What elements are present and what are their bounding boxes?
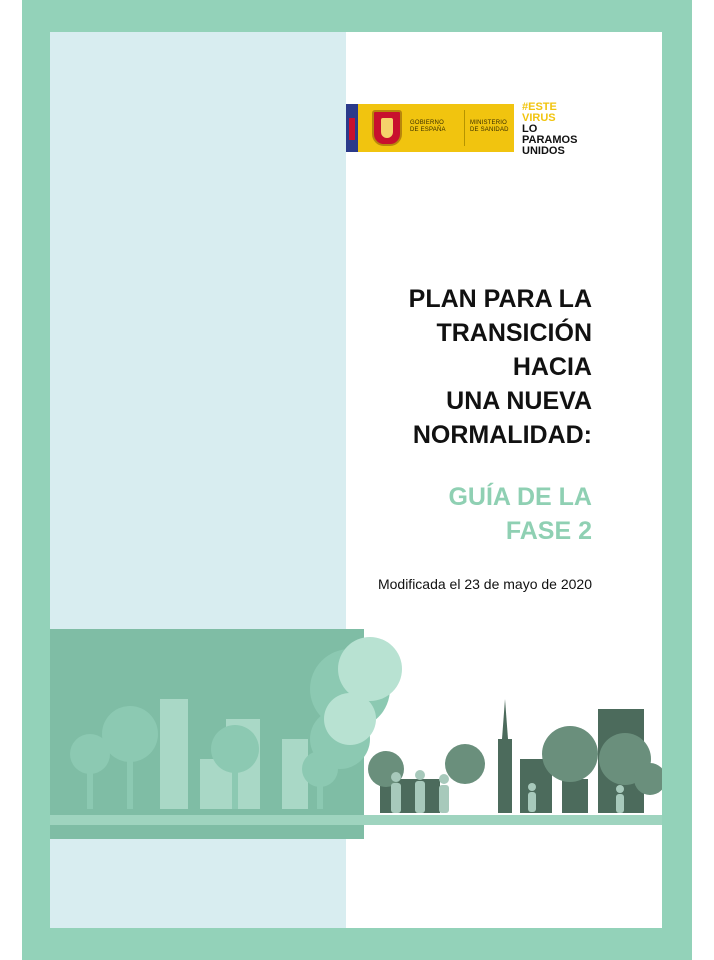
document-subtitle [292,480,592,548]
title-line: NORMALIDAD: [412,421,592,449]
title-line: HACIA [512,353,592,381]
title-line: UNA NUEVA [446,387,592,415]
ministry-label: MINISTERIO DE SANIDAD [470,120,509,133]
document-title [292,282,592,452]
title-line: TRANSICIÓN [436,319,592,347]
subtitle-line: GUÍA DE LA [448,483,592,511]
government-box [358,104,514,152]
subtitle-line: FASE 2 [505,517,592,545]
title-line: PLAN PARA LA [408,285,592,313]
city-illustration [50,629,662,839]
government-logo [346,101,606,157]
document-cover [50,32,662,928]
campaign-slogan: #ESTE VIRUS LO PARAMOS UNIDOS [522,101,578,157]
cityscape-image [50,629,662,839]
eu-flag-strip [346,104,358,152]
spain-coat-of-arms-icon [372,110,402,146]
logo-divider [464,110,465,146]
government-label: GOBIERNO DE ESPAÑA [410,120,446,133]
modified-date: Modificada el 23 de mayo de 2020 [377,576,592,592]
